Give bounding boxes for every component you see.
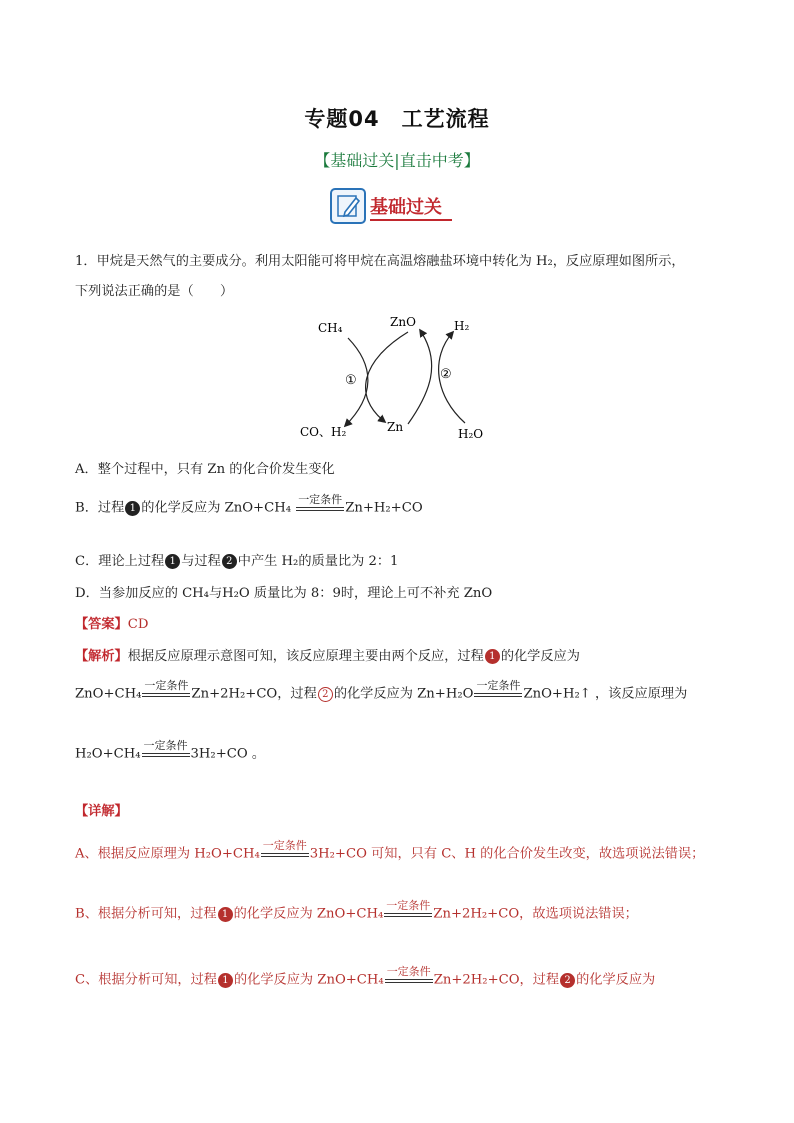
detail-tag: 【详解】 <box>75 804 128 819</box>
detail-text: 的化学反应为 ZnO+CH₄ <box>233 972 384 988</box>
option-b <box>75 494 423 522</box>
label-step2: ② <box>440 367 452 382</box>
analysis-line3 <box>75 740 265 768</box>
arrow-zn-to-zno <box>408 330 432 424</box>
circle-one-icon: 1 <box>485 649 500 664</box>
label-step1: ① <box>345 373 357 388</box>
option-c-pre: C．理论上过程 <box>75 554 165 569</box>
answer-tag: 【答案】 <box>75 617 128 632</box>
option-b-post: Zn+H₂+CO <box>345 500 423 516</box>
detail-text: Zn+2H₂+CO，过程 <box>433 972 560 988</box>
analysis-eq-text: H₂O+CH₄ <box>75 746 141 762</box>
detail-text: 3H₂+CO 可知，只有 C、H 的化合价发生改变，故选项说法错误； <box>309 846 705 862</box>
detail-text: C、根据分析可知，过程 <box>75 972 217 988</box>
circle-one-icon: 1 <box>125 501 140 516</box>
analysis-eq-text: 的化学反应为 Zn+H₂O <box>333 686 474 702</box>
label-ch4: CH₄ <box>318 321 343 335</box>
question-stem-line1: 1．甲烷是天然气的主要成分。利用太阳能可将甲烷在高温熔融盐环境中转化为 H₂，反应原理如图所示， <box>75 254 685 269</box>
analysis-eq-text: 3H₂+CO 。 <box>190 746 266 762</box>
option-d: D．当参加反应的 CH₄与H₂O 质量比为 8：9时，理论上可不补充 ZnO <box>75 586 493 601</box>
circle-one-icon: 1 <box>218 973 233 988</box>
detail-text: B、根据分析可知，过程 <box>75 906 217 922</box>
label-zn: Zn <box>387 420 404 434</box>
analysis-line1 <box>75 645 580 664</box>
reaction-condition-arrow: 一定条件 <box>142 680 190 708</box>
analysis-tag: 【解析】 <box>75 649 128 664</box>
analysis-line2 <box>75 680 687 708</box>
detail-c <box>75 966 655 994</box>
reaction-condition-arrow: 一定条件 <box>261 840 309 868</box>
reaction-condition-arrow: 一定条件 <box>385 966 433 994</box>
page-title: 专题04 工艺流程 <box>304 107 490 131</box>
answer-value: CD <box>127 617 149 632</box>
detail-text: A、根据反应原理为 H₂O+CH₄ <box>75 846 260 862</box>
option-c <box>75 550 398 569</box>
page-subtitle: 【基础过关|直击中考】 <box>314 151 480 170</box>
reaction-diagram <box>290 308 500 448</box>
analysis-eq-text: ZnO+H₂↑ ，该反应原理为 <box>523 686 688 702</box>
detail-b <box>75 900 638 928</box>
circle-two-icon: 2 <box>560 973 575 988</box>
analysis-text: 根据反应原理示意图可知，该反应原理主要由两个反应，过程 <box>127 649 484 664</box>
question-stem-line2: 下列说法正确的是（ ） <box>75 284 234 299</box>
circle-two-icon: 2 <box>222 554 237 569</box>
label-h2o: H₂O <box>458 427 484 441</box>
label-zno: ZnO <box>390 315 416 329</box>
option-c-mid: 与过程 <box>181 554 221 569</box>
label-h2: H₂ <box>454 319 470 333</box>
option-a: A．整个过程中，只有 Zn 的化合价发生变化 <box>75 462 335 477</box>
reaction-condition-arrow: 一定条件 <box>474 680 522 708</box>
analysis-eq-text: Zn+2H₂+CO，过程 <box>191 686 317 702</box>
option-b-mid: 的化学反应为 ZnO+CH₄ <box>141 500 291 516</box>
option-b-pre: B．过程 <box>75 500 125 516</box>
badge-underline <box>370 219 452 221</box>
answer-line <box>75 613 148 632</box>
reaction-condition-arrow: 一定条件 <box>296 494 344 522</box>
analysis-eq-text: ZnO+CH₄ <box>75 686 142 702</box>
detail-a <box>75 840 704 868</box>
circle-one-icon: 1 <box>165 554 180 569</box>
detail-text: Zn+2H₂+CO，故选项说法错误； <box>433 906 638 922</box>
label-co-h2: CO、H₂ <box>300 425 347 439</box>
analysis-text: 的化学反应为 <box>500 649 580 664</box>
section-badge <box>330 188 456 224</box>
circle-one-icon: 1 <box>218 907 233 922</box>
detail-text: 的化学反应为 ZnO+CH₄ <box>233 906 384 922</box>
option-c-post: 中产生 H₂的质量比为 2：1 <box>237 554 399 569</box>
reaction-condition-arrow: 一定条件 <box>384 900 432 928</box>
badge-label: 基础过关 <box>370 197 442 218</box>
reaction-condition-arrow: 一定条件 <box>142 740 190 768</box>
circle-two-icon: 2 <box>318 687 333 702</box>
arrow-zno-to-zn <box>366 332 408 422</box>
pencil-icon <box>330 188 366 224</box>
detail-text: 的化学反应为 <box>576 972 656 988</box>
